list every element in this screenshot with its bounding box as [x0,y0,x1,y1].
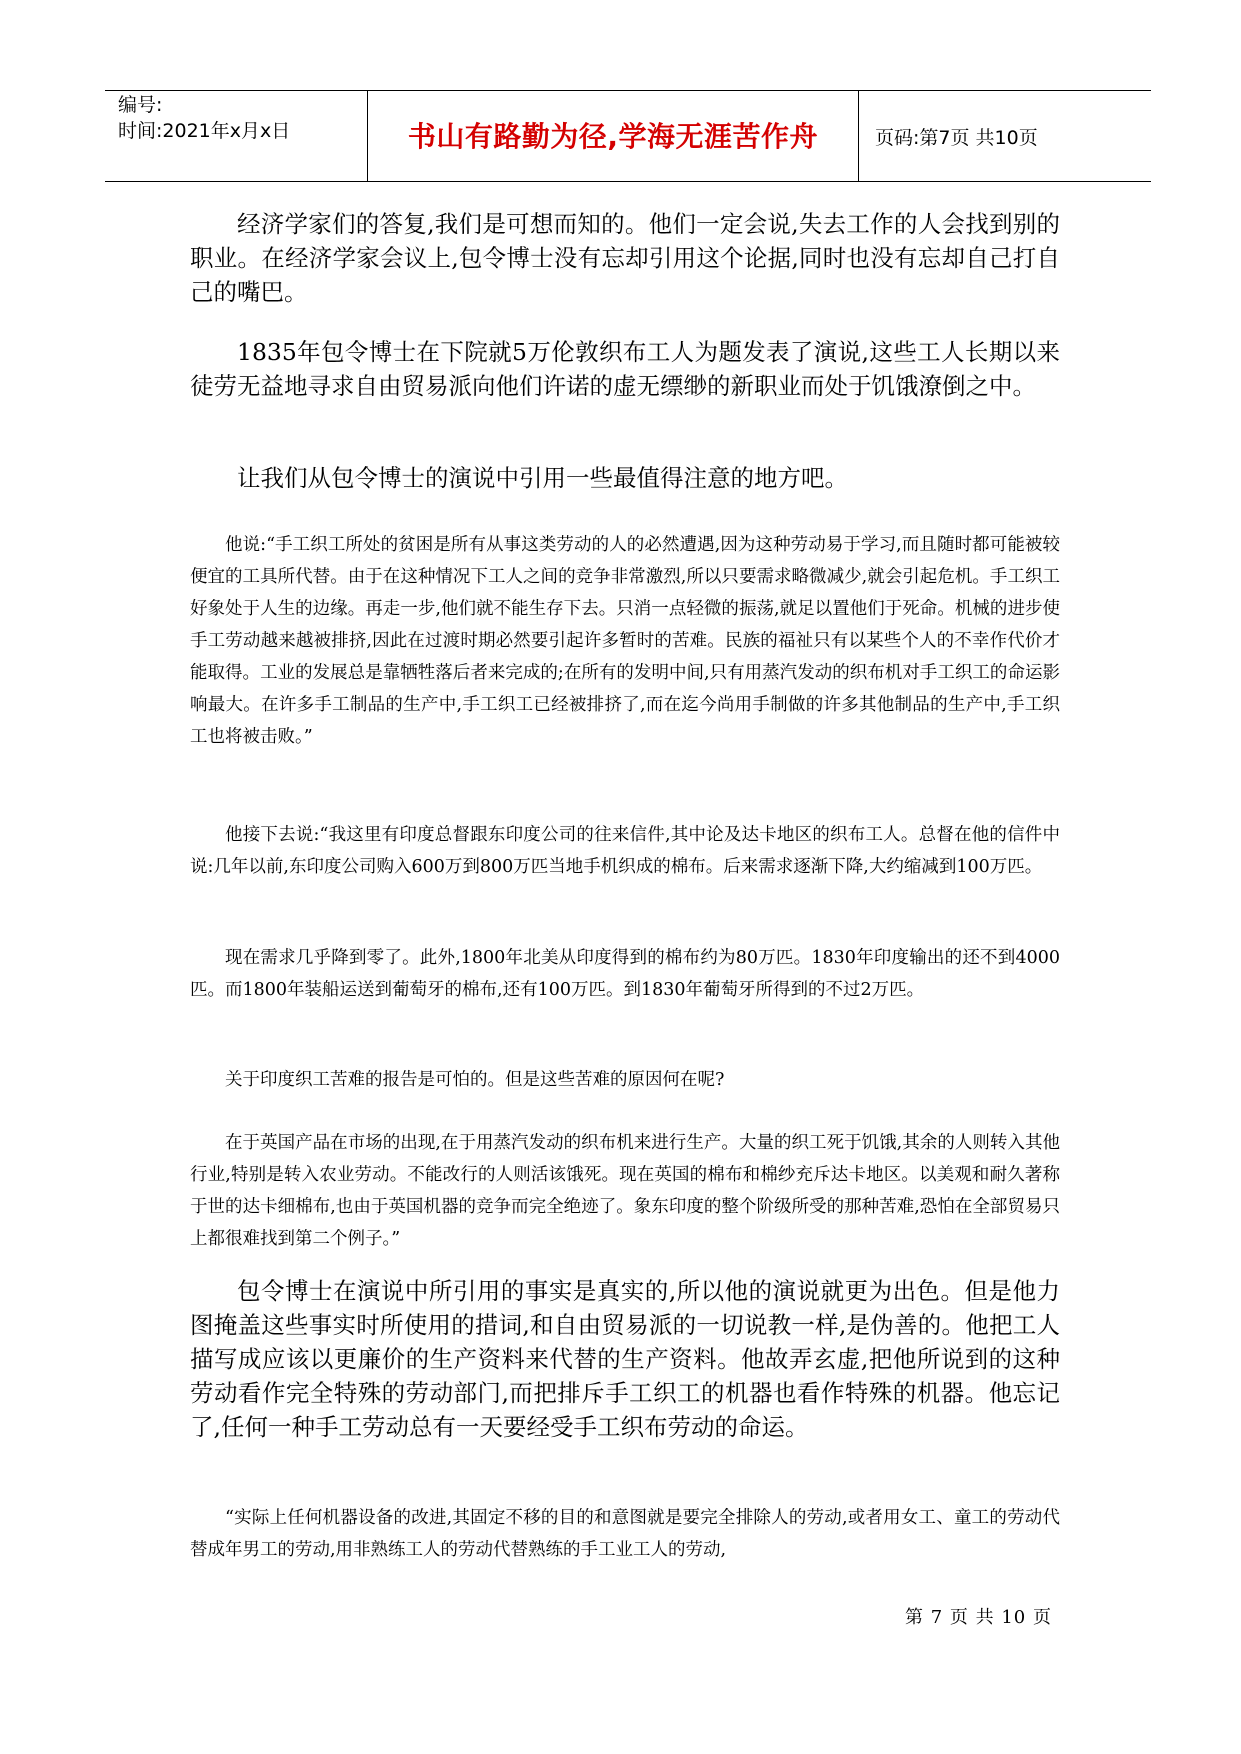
header-meta-cell [105,91,368,181]
quote-paragraph: 现在需求几乎降到零了。此外,1800年北美从印度得到的棉布约为80万匹。1830年印度输出的还不到4000匹。而1800年装船运送到葡萄牙的棉布,还有100万匹。到1830年葡萄牙所得到的不过2万匹。 [190,948,1060,1000]
page-header [105,90,1151,182]
body-paragraph: 包令博士在演说中所引用的事实是真实的,所以他的演说就更为出色。但是他力图掩盖这些事实时所使用的措词,和自由贸易派的一切说教一样,是伪善的。他把工人描写成应该以更廉价的生产资料来代替的生产资料。他故弄玄虚,把他所说到的这种劳动看作完全特殊的劳动部门,而把排斥手工织工的机器也看作特殊的机器。他忘记了,任何一种手工劳动总有一天要经受手工织布劳动的命运。 [190,1277,1060,1441]
header-page-info: 页码:第7页 共10页 [875,126,1038,149]
quote-paragraph: 在于英国产品在市场的出现,在于用蒸汽发动的织布机来进行生产。大量的织工死于饥饿,其余的人则转入其他行业,特别是转入农业劳动。不能改行的人则活该饿死。现在英国的棉布和棉纱充斥达卡地区。以美观和耐久著称于世的达卡细棉布,也由于英国机器的竞争而完全绝迹了。象东印度的整个阶级所受的那种苦难,恐怕在全部贸易只上都很难找到第二个例子。” [190,1133,1060,1249]
header-motto-cell [368,91,859,181]
quote-paragraph: 他说:“手工织工所处的贫困是所有从事这类劳动的人的必然遭遇,因为这种劳动易于学习,而且随时都可能被较便宜的工具所代替。由于在这种情况下工人之间的竞争非常激烈,所以只要需求略微减少,就会引起危机。手工织工好象处于人生的边缘。再走一步,他们就不能生存下去。只消一点轻微的振荡,就足以置他们于死命。机械的进步使手工劳动越来越被排挤,因此在过渡时期必然要引起许多暂时的苦难。民族的福祉只有以某些个人的不幸作代价才能取得。工业的发展总是靠牺牲落后者来完成的;在所有的发明中间,只有用蒸汽发动的织布机对手工织工的命运影响最大。在许多手工制品的生产中,手工织工已经被排挤了,而在迄今尚用手制做的许多其他制品的生产中,手工织工也将被击败。” [190,535,1060,747]
document-number-label: 编号: [118,94,163,116]
body-paragraph: 经济学家们的答复,我们是可想而知的。他们一定会说,失去工作的人会找到别的职业。在经济学家会议上,包令博士没有忘却引用这个论据,同时也没有忘却自己打自己的嘴巴。 [190,210,1060,306]
page-footer: 第 7 页 共 10 页 [905,1607,1052,1628]
body-paragraph: 让我们从包令博士的演说中引用一些最值得注意的地方吧。 [237,464,848,492]
quote-paragraph: “实际上任何机器设备的改进,其固定不移的目的和意图就是要完全排除人的劳动,或者用女工、童工的劳动代替成年男工的劳动,用非熟练工人的劳动代替熟练的手工业工人的劳动, [190,1508,1060,1560]
header-page-cell [859,91,1151,181]
header-motto: 书山有路勤为径,学海无涯苦作舟 [407,120,819,153]
quote-paragraph: 关于印度织工苦难的报告是可怕的。但是这些苦难的原因何在呢? [225,1070,725,1090]
document-time-label: 时间:2021年x月x日 [118,120,291,142]
quote-paragraph: 他接下去说:“我这里有印度总督跟东印度公司的往来信件,其中论及达卡地区的织布工人。总督在他的信件中说:几年以前,东印度公司购入600万到800万匹当地手机织成的棉布。后来需求逐渐下降,大约缩减到100万匹。 [190,825,1060,877]
body-paragraph: 1835年包令博士在下院就5万伦敦织布工人为题发表了演说,这些工人长期以来徒劳无益地寻求自由贸易派向他们许诺的虚无缥缈的新职业而处于饥饿潦倒之中。 [190,338,1060,400]
